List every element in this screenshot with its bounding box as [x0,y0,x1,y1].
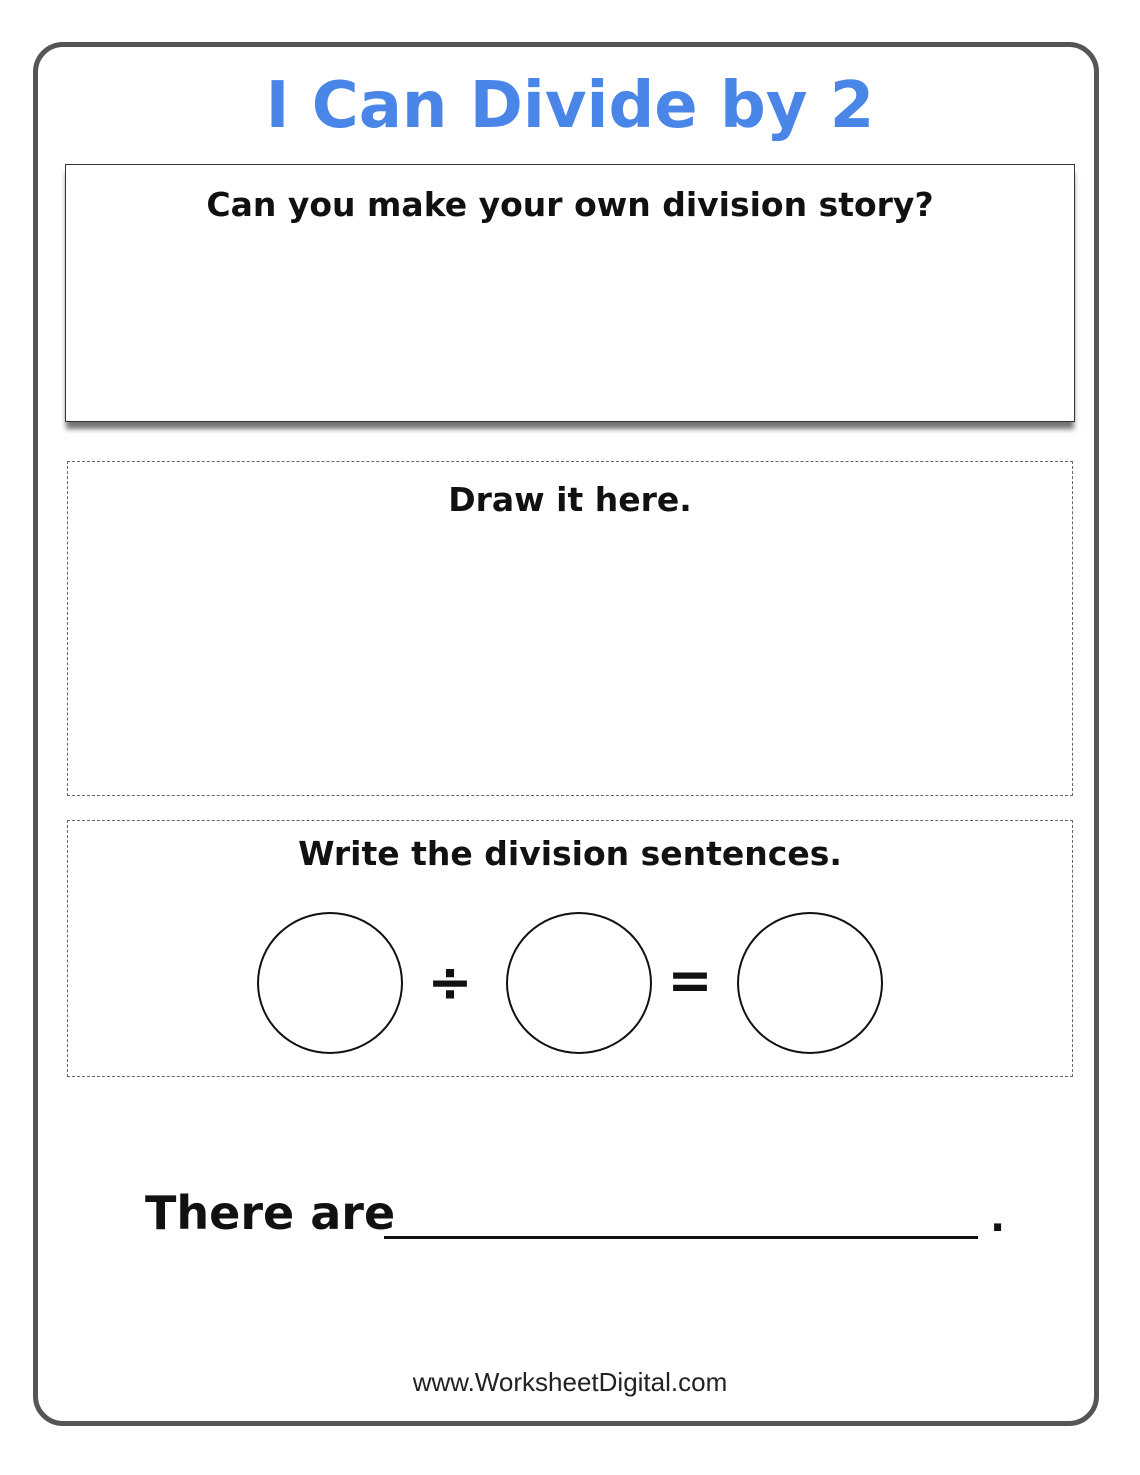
story-prompt: Can you make your own division story? [206,185,934,224]
equals-sign: = [667,949,713,1012]
drawing-area-label: Draw it here. [448,480,692,519]
dividend-circle[interactable] [257,912,403,1054]
division-sentence-label: Write the division sentences. [298,834,842,873]
quotient-circle[interactable] [737,912,883,1054]
footer-url: www.WorksheetDigital.com [412,1367,728,1397]
divisor-circle[interactable] [506,912,652,1054]
page-title: I Can Divide by 2 [265,69,875,143]
story-box[interactable] [65,164,1075,422]
drawing-area[interactable] [67,461,1073,796]
divide-sign: ÷ [427,951,473,1014]
answer-period: . [990,1195,1006,1241]
answer-prefix: There are [145,1186,396,1240]
answer-blank[interactable] [384,1236,978,1239]
